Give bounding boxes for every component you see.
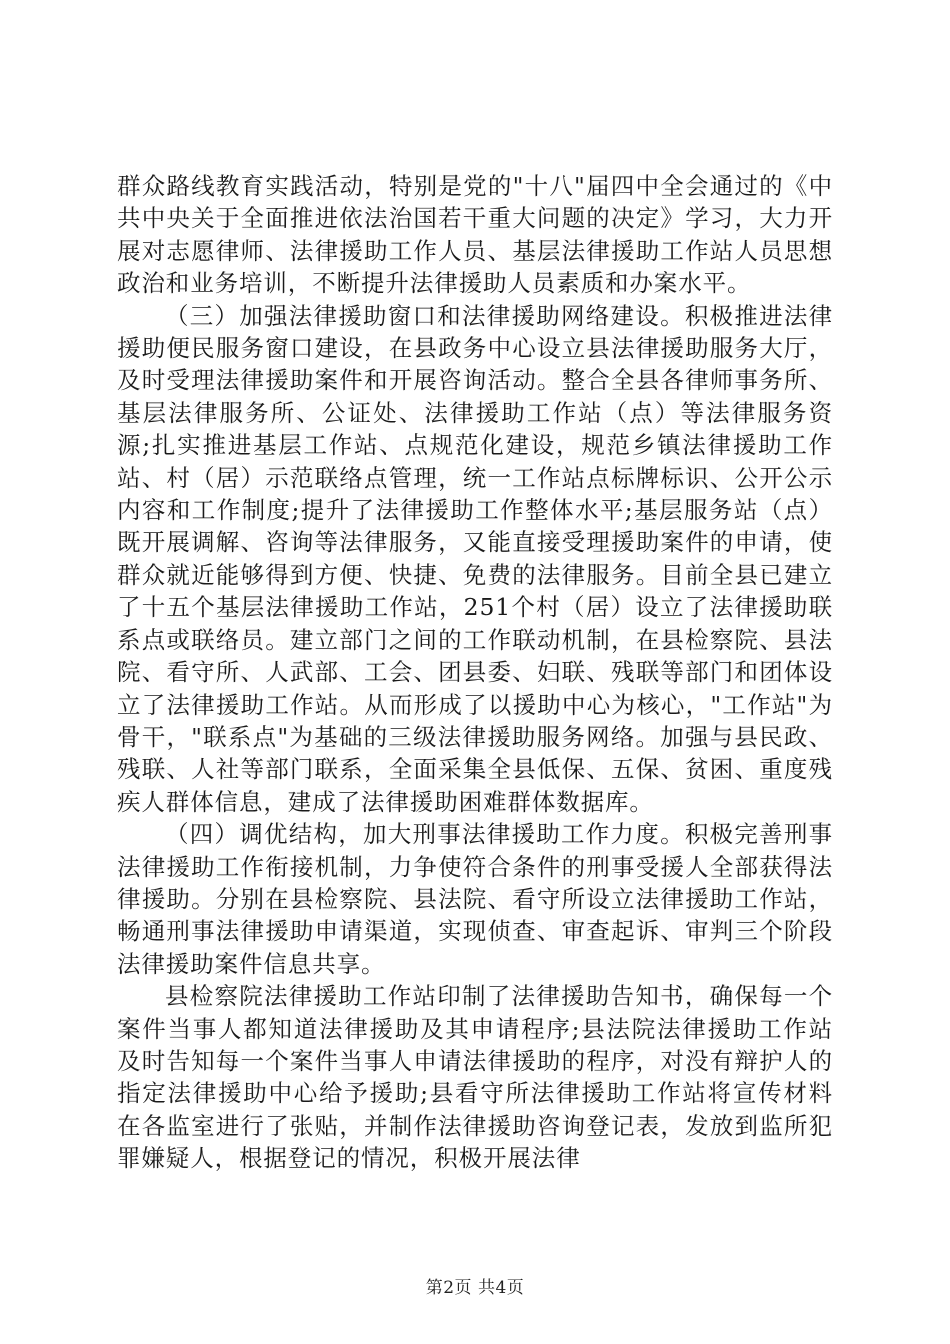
page-footer (0, 1277, 950, 1299)
paragraph: （四）调优结构，加大刑事法律援助工作力度。积极完善刑事法律援助工作衔接机制，力争使符合条件的刑事受援人全部获得法律援助。分别在县检察院、县法院、看守所设立法律援助工作站，畅通刑事法律援助申请渠道，实现侦查、审查起诉、审判三个阶段法律援助案件信息共享。 (117, 820, 833, 978)
page-number: 第2页 共4页 (425, 1278, 525, 1298)
paragraph: 县检察院法律援助工作站印制了法律援助告知书，确保每一个案件当事人都知道法律援助及其申请程序;县法院法律援助工作站及时告知每一个案件当事人申请法律援助的程序，对没有辩护人的指定法律援助中心给予援助;县看守所法律援助工作站将宣传材料在各监室进行了张贴，并制作法律援助咨询登记表，发放到监所犯罪嫌疑人，根据登记的情况，积极开展法律 (117, 982, 833, 1173)
document-body (117, 170, 833, 1175)
paragraph: （三）加强法律援助窗口和法律援助网络建设。积极推进法律援助便民服务窗口建设，在县政务中心设立县法律援助服务大厅，及时受理法律援助案件和开展咨询活动。整合全县各律师事务所、基层法律服务所、公证处、法律援助工作站（点）等法律服务资源;扎实推进基层工作站、点规范化建设，规范乡镇法律援助工作站、村（居）示范联络点管理，统一工作站点标牌标识、公开公示内容和工作制度;提升了法律援助工作整体水平;基层服务站（点）既开展调解、咨询等法律服务，又能直接受理援助案件的申请，使群众就近能够得到方便、快捷、免费的法律服务。目前全县已建立了十五个基层法律援助工作站，251个村（居）设立了法律援助联系点或联络员。建立部门之间的工作联动机制，在县检察院、县法院、看守所、人武部、工会、团县委、妇联、残联等部门和团体设立了法律援助工作站。从而形成了以援助中心为核心，"工作站"为骨干，"联系点"为基础的三级法律援助服务网络。加强与县民政、残联、人社等部门联系，全面采集全县低保、五保、贫困、重度残疾人群体信息，建成了法律援助困难群体数据库。 (117, 301, 833, 816)
paragraph: 群众路线教育实践活动，特别是党的"十八"届四中全会通过的《中共中央关于全面推进依法治国若干重大问题的决定》学习，大力开展对志愿律师、法律援助工作人员、基层法律援助工作站人员思想政治和业务培训，不断提升法律援助人员素质和办案水平。 (117, 172, 833, 298)
